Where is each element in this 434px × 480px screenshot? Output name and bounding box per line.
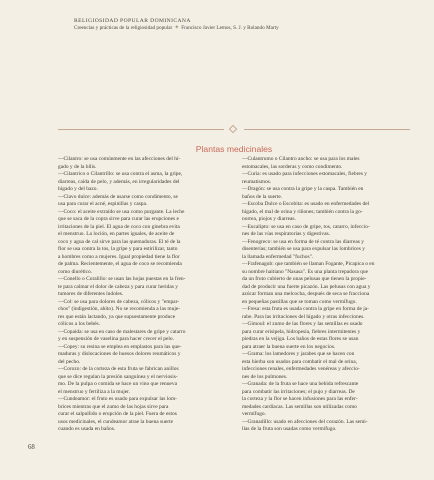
text-line: te para calmar el dolor de cabeza y para curar heridas y	[58, 283, 179, 290]
section-divider	[58, 126, 410, 134]
text-line: rabe. Para las irritaciones del hígado y otras infecciones.	[242, 313, 365, 320]
right-text-column	[242, 156, 410, 434]
subtitle-book-title: Creencias y prácticas de la religiosidad popular	[74, 25, 173, 31]
subtitle-authors: Francisco Javier Lemos, S. J. y Rolando Marty	[181, 25, 279, 31]
text-line: usos medicinales, el cundeamor atrae la buena suerte	[58, 418, 174, 425]
page-number: 68	[28, 444, 35, 451]
text-line: da un fruto cubierto de unas pelusas que tienen la propie-	[242, 276, 367, 282]
text-line: azúcar forman una melcocha, después de seca se fracciona	[242, 291, 370, 297]
text-line: cuando es usada en baños.	[58, 426, 116, 432]
text-line: vermífugo.	[242, 411, 267, 417]
text-line: —Cilantrico o Cilantrillo: se usa contra el asma, la gripe,	[58, 171, 183, 177]
text-line: —Escoba Dulce o Escobita: es usado en enfermedades del	[242, 201, 370, 207]
text-line: chos" (indigestión, ahíto). No se recomienda a las muje-	[58, 306, 181, 312]
text-line: esta hierba son usados para combatir el mal de orina,	[242, 358, 358, 365]
text-line: en pequeñas pastillas que se toman como vermífugo.	[242, 298, 357, 305]
text-line: gado y de la bilis.	[58, 163, 97, 170]
series-title: RELIGIOSIDAD POPULAR DOMINICANA	[74, 18, 191, 24]
text-line: curar el salpullido o erupción de la piel. Fuera de estos	[58, 411, 177, 417]
text-line: norrea, piojos y diarreas.	[242, 216, 296, 222]
text-line: de palma. Recientemente, el agua de coco se recomienda	[58, 261, 182, 267]
text-line: llas de la fruta son usadas como vermífugo.	[242, 426, 337, 432]
text-line: usa para curar el acné, espinillas y caspa.	[58, 201, 148, 207]
text-line: —Coco: el aceite extraído se usa como purgante. La leche	[58, 208, 185, 215]
text-line: disenterías; también se usa para expulsar las lombrices y	[242, 246, 365, 252]
text-line: —Col: se usa para dolores de cabeza, cólicos y "empar-	[58, 298, 180, 305]
text-line: hígado y del bazo.	[58, 186, 98, 192]
text-line: la llamada enfermedad "fuchos".	[242, 253, 314, 260]
text-line: —Copaida: se usa en caso de malestares de gripe y catarro	[58, 328, 186, 335]
text-line: nes de los pulmones.	[242, 373, 288, 380]
text-line: flor se usa contra la tos, la gripe y para estirilizar, tanto	[58, 246, 178, 252]
text-line: —Copey: su resina se emplea en emplastos para las que-	[58, 343, 182, 350]
text-line: —Grama: los lamedores y jarabes que se hacen con	[242, 351, 355, 357]
text-line: —Fresa: esta fruta es usada contra la gripe en forma de ja-	[242, 306, 369, 312]
text-line: su nombre haitiano "Nasasa". Es una planta trepadora que	[242, 268, 368, 275]
text-line: tumores de diferentes índoles.	[58, 291, 124, 297]
diamond-ornament-icon	[229, 125, 237, 133]
text-line: —Dragón: se usa contra la gripe y la caspa. También en	[242, 186, 364, 192]
text-line: el menstruo y fertiliza a la mujer.	[58, 388, 131, 395]
text-line: hígado, el mal de orina y riñones; también contra la go-	[242, 208, 363, 215]
text-line: baños de la suerte.	[242, 193, 283, 200]
text-line: piedras en la vejiga. Los baños de estas flores se usan	[242, 336, 359, 342]
text-line: reumatismos.	[242, 178, 272, 185]
text-line: para atraer la buena suerte en los negocios.	[242, 343, 336, 350]
text-line: para curar erisipela, hidropesía, fiebres intermitentes y	[242, 328, 361, 335]
fleuron-icon: ✦	[174, 25, 180, 31]
text-line: —Granada: de la fruta se hace una bebida refrescante	[242, 381, 359, 387]
text-line: la corteza y la flor se hacen infusiones para las enfer-	[242, 396, 358, 402]
text-line: cólicos a los bebés.	[58, 321, 100, 327]
text-line: res que están lactando, ya que supuestamente produce	[58, 313, 176, 320]
text-line: infecciones renales, enfermedades venéreas y afeccio-	[242, 366, 360, 372]
text-line: —Fenogreco: se usa en forma de té contra las diarreas y	[242, 238, 364, 245]
text-line: maduras y dislocaciones de huesos dolores reumáticos y	[58, 351, 181, 357]
text-line: que se saca de la copra sirve para curar las erupciones e	[58, 216, 179, 222]
text-line: nes de las vías respiratorias y digestivas.	[242, 231, 331, 237]
running-subtitle	[74, 25, 414, 32]
text-line: y en suspensión de vaselina para hacer crecer el pelo.	[58, 336, 174, 342]
text-line: —Conello o Coralillo: se usan las hojas puestas en la fren-	[58, 276, 186, 282]
text-line: —Granadillo: usado en afecciones del corazón. Las semi-	[242, 418, 368, 425]
text-line: medades cardíacas. Las semillas son utilizadas como	[242, 403, 357, 410]
text-line: que se dice regulan la presión sanguínea y el nerviosis-	[58, 373, 178, 380]
text-line: mo. De la pulpa o comida se hace un vino que renueva	[58, 381, 177, 387]
text-line: brices mientras que el zumo de las hojas sirve para	[58, 403, 169, 410]
text-line: como diurético.	[58, 268, 93, 275]
text-line: estomacales, las sorderas y como condimento.	[242, 163, 343, 170]
text-line: a hombres como a mujeres. Igual propiedad tiene la flor	[58, 253, 180, 260]
text-line: —Gimoul: el zumo de las flores y las semillas es usado	[242, 321, 363, 327]
text-line: irritaciones de la piel. El agua de coco con ginebra evita	[58, 223, 180, 230]
text-line: —Cundeamor: el fruto es usado para expulsar las lom-	[58, 396, 177, 402]
text-line: dad de producir una fuerte picazón. Las pelusas con agua y	[242, 283, 371, 290]
text-line: —Clavo dulce: además de usarse como condimento, se	[58, 193, 178, 200]
text-line: coco y agua de cal sirve para las quemaduras. El té de la	[58, 238, 181, 245]
left-text-column	[58, 156, 226, 434]
text-line: para combatir las irritaciones; el pujo y diarreas. De	[242, 388, 355, 395]
divider-line-right	[244, 129, 410, 130]
text-line: el menstruo. La loción, en partes iguales, de aceite de	[58, 231, 175, 237]
text-line: del pecho.	[58, 358, 81, 365]
text-line: —Frafenagub: que también se llaman Fogante, Picapica o en	[242, 261, 375, 267]
text-line: —Curia: es usado para infecciones estomacales, fiebres y	[242, 171, 368, 177]
divider-line-left	[58, 129, 224, 130]
text-line: —Eucalipto: se usa en caso de gripe, tos, catarro, infeccio-	[242, 223, 370, 230]
text-line: —Corozo: de la corteza de esta fruta se fabrican anillos	[58, 366, 179, 372]
text-line: —Culantrumo o Cilantro ancho: se usa para los males	[242, 156, 360, 162]
running-header	[74, 18, 414, 32]
section-title: Plantas medicinales	[195, 144, 273, 154]
text-line: diarreas, caída de pelo, y además, en irregularidades del	[58, 178, 180, 185]
text-line: —Cilantro: se usa comúnmente en las afecciones del hí-	[58, 156, 181, 162]
